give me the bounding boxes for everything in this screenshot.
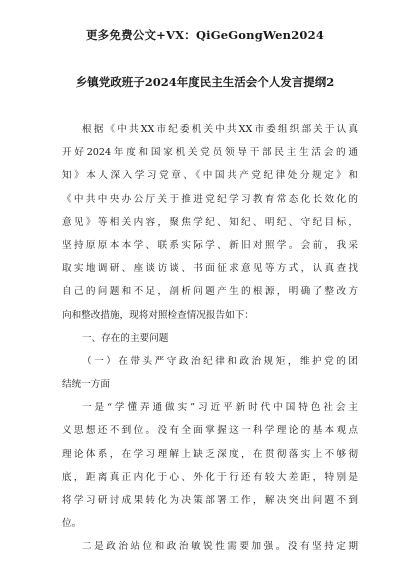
paragraph-line: 自己的问题和不足，剖析问题产生的根源，明确了整改方 xyxy=(62,286,358,298)
paragraph-line: 一是“学懂弄通做实”习近平新时代中国特色社会主 xyxy=(82,402,358,414)
paragraph-line: 义思想还不到位。没有全面掌握这一科学理论的基本观点 xyxy=(62,425,358,437)
paragraph-line: 取实地调研、座谈访谈、书面征求意见等方式，认真查找 xyxy=(62,263,358,275)
paragraph-line: 意见》等相关内容，聚焦学纪、知纪、明纪、守纪目标， xyxy=(62,216,358,228)
document-title: 乡镇党政班子2024年度民主生活会个人发言提纲2 xyxy=(75,75,335,89)
section-heading: 一、存在的主要问题 xyxy=(82,332,169,344)
paragraph-line: 理论体系，在学习理解上缺乏深度，在贯彻落实上不够彻 xyxy=(62,448,358,460)
document-body xyxy=(62,118,358,559)
promo-banner: 更多免费公文+VX：QiGeGongWen2024 xyxy=(85,28,325,42)
paragraph-line: 将学习研讨成果转化为决策部署工作，解决突出问题不到 xyxy=(62,495,358,506)
paragraph-line: 《中共中央办公厅关于推进党纪学习教育常态化长效化的 xyxy=(62,193,358,205)
paragraph-line: 坚持原原本本学、联系实际学、新旧对照学。会前，我采 xyxy=(62,239,358,251)
subsection-heading: 结统一方面 xyxy=(62,379,110,391)
paragraph-line: 开好2024年度和国家机关党员领导干部民主生活会的通 xyxy=(62,147,358,159)
paragraph-line: 知》本人深入学习党章、《中国共产党纪律处分规定》和 xyxy=(62,170,358,182)
paragraph-line: 底，距离真正内化于心、外化于行还有较大差距，特别是 xyxy=(62,471,358,483)
paragraph-line: 向和整改措施，现将对照检查情况报告如下： xyxy=(62,309,254,321)
paragraph-line: 位。 xyxy=(62,518,82,530)
paragraph-line: 根据《中共XX市纪委机关中共XX市委组织部关于认真 xyxy=(82,124,358,135)
paragraph-line: 二是政治站位和政治敏锐性需要加强。没有坚持定期 xyxy=(82,541,358,553)
subsection-heading: （一）在带头严守政治纪律和政治规矩，维护党的团 xyxy=(82,355,358,367)
